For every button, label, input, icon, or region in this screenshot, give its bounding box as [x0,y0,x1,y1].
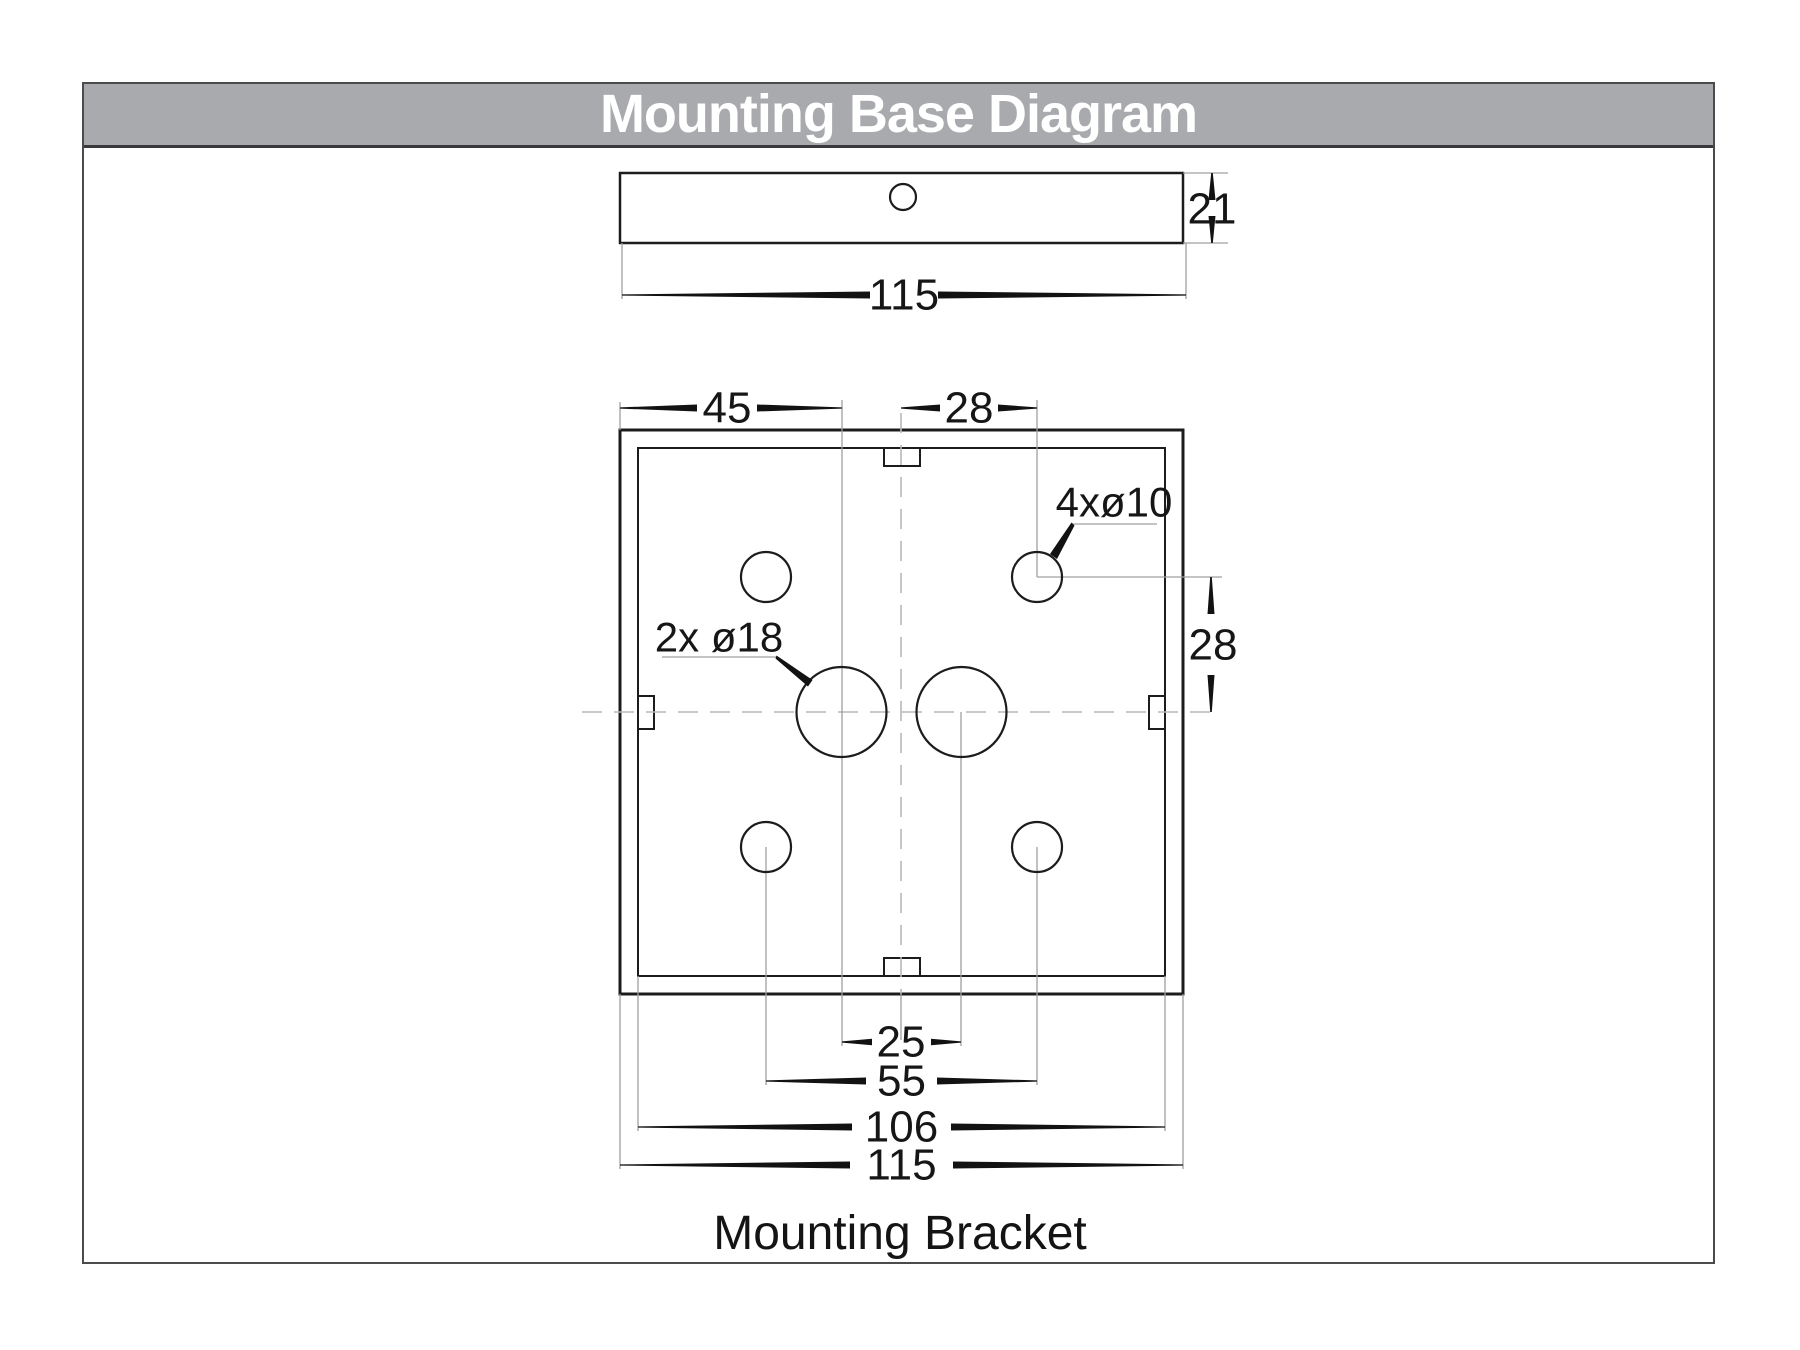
dim-line [842,1039,872,1045]
dim-large-hole-spacing: 25 [876,1017,926,1067]
dim-top-hole-offset: 28 [944,383,994,433]
dim-line [620,405,697,412]
dim-line [901,405,940,412]
diagram-caption: Mounting Bracket [713,1207,1087,1260]
plan-view [582,384,1237,1190]
dim-line [998,405,1037,412]
notch-bottom [884,958,920,976]
dim-side-thickness: 21 [1187,184,1237,234]
dim-line [951,1124,1165,1131]
small-hole-top-left [741,552,791,602]
dim-arrow [1208,577,1215,614]
dim-inner-width: 106 [864,1102,939,1152]
dim-outer-width: 115 [866,1140,937,1190]
notch-top [884,448,920,466]
page-title: Mounting Base Diagram [599,84,1198,144]
leader-line [1050,523,1075,560]
dim-left-hole-offset: 45 [702,383,752,433]
dim-line [938,292,1186,299]
dim-line [766,1078,866,1085]
dim-line [638,1124,852,1131]
dim-line [622,292,870,299]
side-view [620,173,1236,320]
dim-arrow [1208,675,1215,712]
side-view-hole [890,184,916,210]
dim-line [931,1039,961,1045]
dim-side-width: 115 [868,270,940,320]
label-large-holes: 2x ø18 [654,613,784,661]
dim-line [953,1162,1183,1169]
dim-line [757,405,842,412]
dim-line [937,1078,1037,1085]
label-small-holes: 4xø10 [1055,478,1173,526]
dim-right-hole-offset: 28 [1188,620,1238,670]
dim-line [620,1162,850,1169]
dim-small-hole-spacing: 55 [877,1056,926,1106]
